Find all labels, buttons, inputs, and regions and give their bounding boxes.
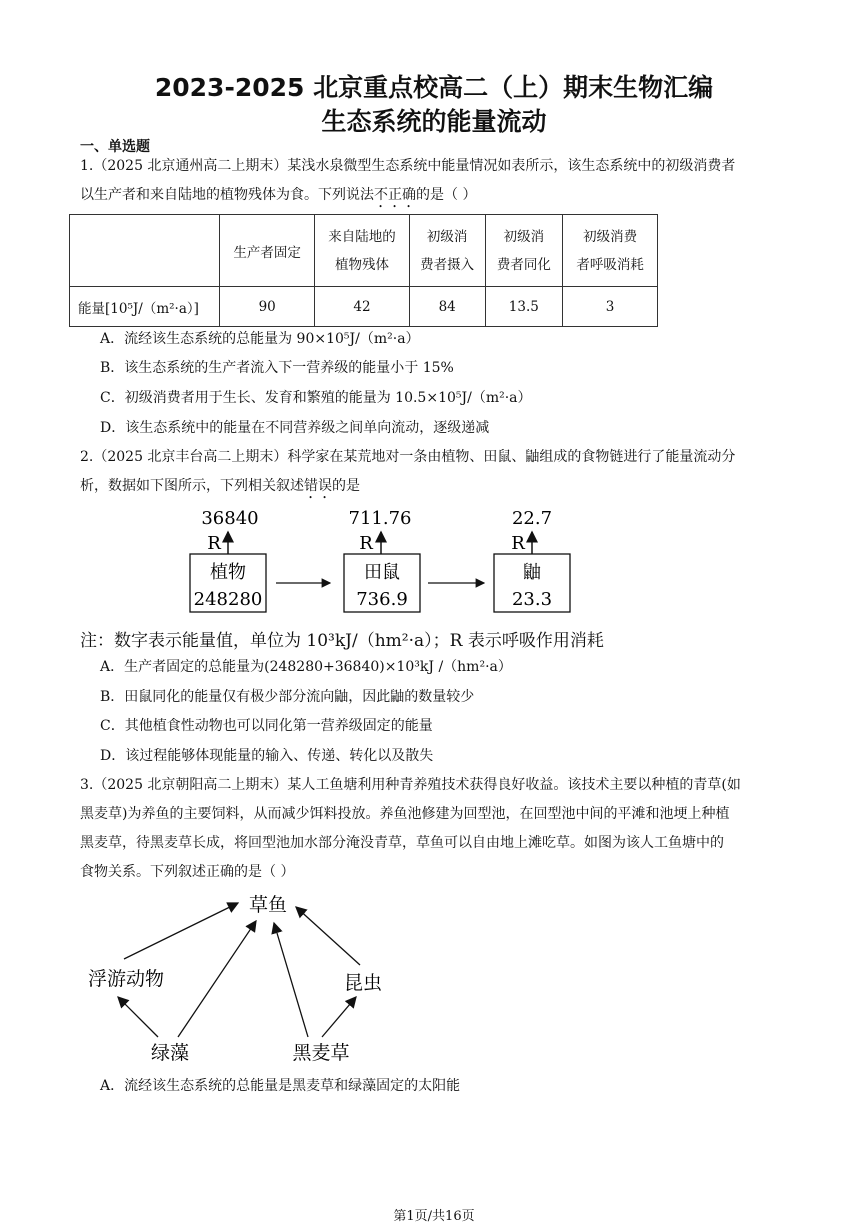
q1-option-c: C．初级消费者用于生长、发育和繁殖的能量为 10.5×10⁵J/（m²·a） bbox=[100, 390, 532, 406]
food-web-diagram bbox=[70, 885, 410, 1070]
table-row bbox=[70, 287, 658, 327]
page-title: 2023-2025 北京重点校高二（上）期末生物汇编 bbox=[154, 73, 714, 102]
q3-stem bbox=[80, 771, 790, 887]
table-cell: 84 bbox=[409, 287, 485, 327]
q3-line: 3.（2025 北京朝阳高二上期末）某人工鱼塘利用种青养殖技术获得良好收益。该技术主要以种植的青草(如 bbox=[80, 777, 741, 793]
table-header-cell bbox=[315, 215, 410, 287]
table-row-label: 能量[10⁵J/（m²·a）] bbox=[70, 287, 220, 327]
vole-respiration-value: 711.76 bbox=[348, 508, 412, 529]
vole-value: 736.9 bbox=[356, 589, 408, 610]
q2-option-a: A．生产者固定的总能量为(248280+36840)×10³kJ /（hm²·a） bbox=[100, 659, 512, 675]
q3-option-a: A．流经该生态系统的总能量是黑麦草和绿藻固定的太阳能 bbox=[100, 1078, 461, 1094]
table-header-row bbox=[70, 215, 658, 287]
q2-option-b: B．田鼠同化的能量仅有极少部分流向鼬，因此鼬的数量较少 bbox=[100, 689, 475, 705]
table-cell: 3 bbox=[563, 287, 658, 327]
energy-table bbox=[69, 214, 658, 327]
q2-line2 bbox=[80, 472, 790, 502]
q1-line2-post: 的是（ ） bbox=[416, 187, 477, 203]
q1-option-a: A．流经该生态系统的总能量为 90×10⁵J/（m²·a） bbox=[100, 331, 420, 347]
weasel-respiration-value: 22.7 bbox=[511, 508, 553, 529]
header-line: 初级消 bbox=[503, 228, 545, 245]
algae-to-carp-arrow bbox=[178, 921, 256, 1037]
table-header-cell bbox=[563, 215, 658, 287]
vole-name: 田鼠 bbox=[364, 562, 400, 583]
table-header-cell bbox=[409, 215, 485, 287]
q2-option-c: C．其他植食性动物也可以同化第一营养级固定的能量 bbox=[100, 718, 433, 734]
header-line: 初级消 bbox=[426, 228, 468, 245]
table-cell: 90 bbox=[220, 287, 315, 327]
q2-note: 注：数字表示能量值，单位为 10³kJ/（hm²·a）；R 表示呼吸作用消耗 bbox=[80, 631, 604, 651]
weasel-respiration-label: R bbox=[511, 533, 525, 554]
header-line: 植物残体 bbox=[334, 256, 389, 273]
q2-stem bbox=[80, 443, 790, 502]
header-line: 费者摄入 bbox=[420, 256, 475, 273]
ryegrass-node: 黑麦草 bbox=[292, 1042, 350, 1064]
plant-value: 248280 bbox=[193, 589, 263, 610]
section-label: 一、单选题 bbox=[80, 139, 150, 155]
q1-option-b: B．该生态系统的生产者流入下一营养级的能量小于 15% bbox=[100, 360, 454, 376]
header-line: 初级消费 bbox=[583, 228, 638, 245]
header-line: 费者同化 bbox=[496, 256, 551, 273]
table-header-cell bbox=[485, 215, 563, 287]
plant-respiration-label: R bbox=[207, 533, 221, 554]
q1-emphasis: 不正确 bbox=[374, 187, 416, 203]
header-line: 来自陆地的 bbox=[328, 228, 396, 245]
algae-to-zooplankton-arrow bbox=[118, 997, 158, 1037]
grass-carp-node: 草鱼 bbox=[248, 894, 288, 916]
q3-line: 黑麦草，待黑麦草长成，将回型池加水部分淹没青草，草鱼可以自由地上滩吃草。如图为该人工鱼塘中的 bbox=[80, 835, 724, 851]
q2-line2-pre: 析，数据如下图所示，下列相关叙述 bbox=[80, 478, 304, 494]
plant-name: 植物 bbox=[210, 562, 246, 583]
table-header-cell: 生产者固定 bbox=[220, 215, 315, 287]
zooplankton-node: 浮游动物 bbox=[87, 968, 165, 990]
header-line: 者呼吸消耗 bbox=[576, 256, 644, 273]
q1-stem bbox=[80, 152, 790, 211]
food-chain-diagram bbox=[180, 502, 600, 620]
page-subtitle: 生态系统的能量流动 bbox=[321, 107, 547, 136]
plant-respiration-value: 36840 bbox=[201, 508, 259, 529]
q1-option-d: D．该生态系统中的能量在不同营养级之间单向流动，逐级递减 bbox=[100, 420, 490, 436]
page-footer: 第1页/共16页 bbox=[393, 1209, 475, 1224]
green-algae-node: 绿藻 bbox=[150, 1042, 190, 1064]
q2-line1: 2.（2025 北京丰台高二上期末）科学家在某荒地对一条由植物、田鼠、鼬组成的食物链进行了能量流动分 bbox=[80, 449, 736, 465]
insect-node: 昆虫 bbox=[343, 972, 383, 994]
q2-emphasis: 错误 bbox=[304, 478, 332, 494]
weasel-value: 23.3 bbox=[511, 589, 553, 610]
q2-option-d: D．该过程能够体现能量的输入、传递、转化以及散失 bbox=[100, 748, 434, 764]
table-cell: 13.5 bbox=[485, 287, 563, 327]
q2-line2-post: 的是 bbox=[332, 478, 360, 494]
zooplankton-to-carp-arrow bbox=[124, 903, 238, 959]
vole-respiration-label: R bbox=[359, 533, 373, 554]
table-cell: 42 bbox=[315, 287, 410, 327]
q1-line2 bbox=[80, 181, 790, 211]
q1-line1: 1.（2025 北京通州高二上期末）某浅水泉微型生态系统中能量情况如表所示，该生态系统中的初级消费者 bbox=[80, 158, 736, 174]
table-header-cell bbox=[70, 215, 220, 287]
q3-line: 黑麦草)为养鱼的主要饲料，从而减少饵料投放。养鱼池修建为回型池，在回型池中间的平滩和池埂上种植 bbox=[80, 806, 730, 822]
q3-line: 食物关系。下列叙述正确的是（ ） bbox=[80, 864, 295, 880]
ryegrass-to-carp-arrow bbox=[274, 923, 308, 1037]
ryegrass-to-insect-arrow bbox=[322, 997, 356, 1037]
weasel-name: 鼬 bbox=[523, 562, 541, 583]
q1-line2-pre: 以生产者和来自陆地的植物残体为食。下列说法 bbox=[80, 187, 374, 203]
insect-to-carp-arrow bbox=[296, 907, 360, 965]
